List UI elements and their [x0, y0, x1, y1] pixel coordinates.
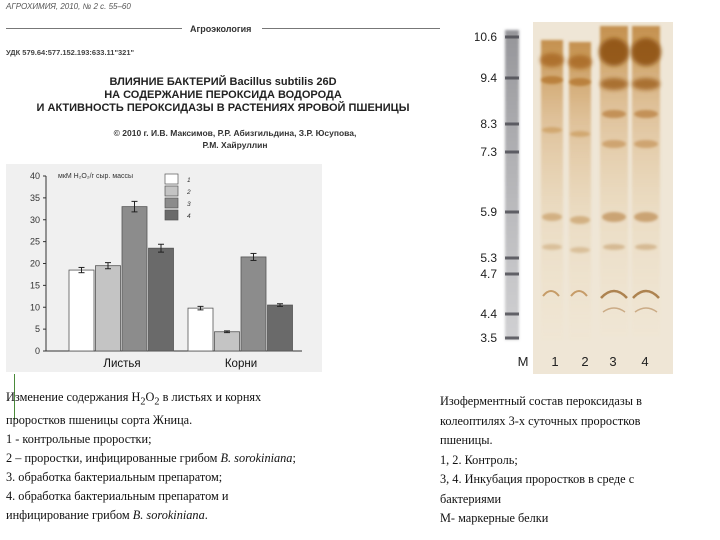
marker-band [505, 151, 519, 154]
band [602, 212, 626, 222]
legend-label-1: 1 [187, 177, 191, 184]
band [631, 38, 661, 66]
y-tick-label: 40 [29, 171, 40, 181]
band [542, 213, 562, 221]
header-rule-left [6, 28, 182, 29]
y-tick-label: 20 [29, 258, 40, 269]
gel-caption-line-2: колеоптилях 3-х суточных проростков [440, 413, 641, 428]
marker-band [505, 211, 519, 214]
band [569, 78, 591, 86]
chart-svg [6, 164, 322, 372]
band [602, 110, 626, 118]
caption-text: . [204, 508, 208, 523]
band [634, 140, 658, 148]
marker-label: 10.6 [475, 30, 497, 44]
marker-band [505, 337, 519, 340]
article-title [6, 76, 440, 115]
band [542, 244, 562, 250]
gel-caption [440, 392, 715, 529]
band [570, 131, 590, 137]
gel-svg [475, 22, 680, 374]
peroxidase-gel-image [475, 22, 680, 374]
caption-species: B. sorokiniana [132, 508, 205, 523]
lane-4-smear [632, 26, 660, 336]
bar-4-0 [149, 248, 174, 351]
band [541, 76, 563, 84]
y-axis-label: мкМ Н₂О₂/г сыр. массы [58, 173, 134, 180]
legend-label-2: 2 [187, 189, 191, 196]
caption-subscript: 2 [154, 396, 160, 408]
journal-reference: АГРОХИМИЯ, 2010, № 2 с. 55–60 [6, 2, 131, 11]
chart-caption [6, 388, 401, 525]
legend-swatch-4 [165, 210, 178, 220]
caption-line-5: 3. обработка бактериальным препаратом; [6, 470, 223, 485]
marker-band [505, 257, 519, 260]
legend-swatch-1 [165, 174, 178, 184]
lane-label: M [517, 354, 529, 369]
bar-3-1 [241, 257, 266, 351]
legend-label-4: 4 [187, 213, 191, 220]
marker-band [505, 313, 519, 316]
caption-text: в листьях и корнях [159, 390, 262, 404]
caption-line-3: 1 - контрольные проростки; [6, 432, 152, 447]
x-category-label: Листья [103, 358, 141, 370]
gel-caption-line-7: М- маркерные белки [440, 511, 549, 525]
bar-3-0 [122, 207, 147, 351]
band [634, 110, 658, 118]
marker-label: 5.3 [480, 251, 497, 265]
legend-swatch-2 [165, 186, 178, 196]
band [602, 140, 626, 148]
authors-line-2: Р.М. Хайруллин [202, 140, 268, 150]
y-tick-label: 0 [34, 346, 40, 356]
udk-code: УДК 579.64:577.152.193:633.11"321" [6, 48, 135, 57]
lane-label: 4 [641, 354, 649, 369]
y-tick-label: 15 [29, 280, 40, 291]
band [603, 244, 625, 250]
band [570, 216, 590, 224]
lane-label: 3 [609, 354, 617, 369]
caption-subscript: 2 [140, 396, 146, 408]
caption-text: ; [292, 451, 296, 466]
title-line-2: НА СОДЕРЖАНИЕ ПЕРОКСИДА ВОДОРОДА [104, 89, 342, 101]
gel-caption-line-3: пшеницы. [440, 433, 493, 447]
band [540, 53, 564, 67]
caption-line-2: проростков пшеницы сорта Жница. [6, 413, 193, 428]
gel-caption-line-1: Изоферментный состав пероксидазы в [440, 394, 642, 408]
marker-band [505, 273, 519, 276]
article-authors [70, 127, 400, 151]
band [634, 212, 658, 222]
band [542, 127, 562, 133]
y-tick-label: 35 [29, 192, 40, 203]
section-tag: Агроэкология [190, 24, 252, 34]
band [600, 78, 628, 90]
gel-caption-line-5: 3, 4. Инкубация проростков в среде с [440, 472, 635, 486]
marker-labels [475, 30, 497, 345]
marker-band [505, 36, 519, 39]
caption-line-6: 4. обработка бактериальным препаратом и [6, 489, 229, 504]
lane-label: 1 [551, 354, 559, 369]
caption-text: Изменение содержания Н [6, 390, 141, 404]
marker-band [505, 77, 519, 80]
marker-label: 5.9 [480, 205, 497, 219]
band [568, 55, 592, 69]
caption-text: инфицирование грибом [6, 508, 133, 523]
lane-label: 2 [581, 354, 589, 369]
bar-4-1 [268, 305, 293, 351]
y-tick-label: 25 [29, 236, 40, 247]
hydrogen-peroxide-chart [6, 164, 322, 372]
bar-2-0 [96, 266, 121, 351]
header-rule-right [262, 28, 440, 29]
bar-1-0 [69, 270, 94, 351]
title-line-3: И АКТИВНОСТЬ ПЕРОКСИДАЗЫ В РАСТЕНИЯХ ЯРОВОЙ ПШЕНИЦЫ [36, 102, 410, 114]
x-category-label: Корни [224, 358, 258, 370]
marker-band [505, 123, 519, 126]
caption-species: B. sorokiniana [220, 451, 293, 466]
band [632, 78, 660, 90]
band [599, 38, 629, 66]
band [570, 247, 590, 253]
caption-line-1 [6, 388, 401, 411]
title-line-1: ВЛИЯНИЕ БАКТЕРИЙ Bacillus subtilis 26D [109, 76, 337, 88]
marker-label: 9.4 [480, 71, 497, 85]
lane-3-smear [600, 26, 628, 336]
authors-line-1: © 2010 г. И.В. Максимов, Р.Р. Абизгильдина, З.Р. Юсупова, [113, 128, 357, 138]
caption-text: 2 – проростки, инфицированные грибом [6, 451, 221, 466]
y-tick-label: 5 [34, 324, 40, 335]
caption-text: О [145, 390, 155, 404]
caption-line-4 [6, 449, 401, 468]
y-tick-label: 30 [29, 214, 40, 225]
marker-label: 8.3 [480, 117, 497, 131]
y-tick-label: 10 [29, 302, 40, 313]
gel-caption-line-6: бактериями [440, 491, 502, 506]
marker-label: 7.3 [480, 145, 497, 159]
gel-caption-line-4: 1, 2. Контроль; [440, 452, 518, 467]
marker-label: 4.7 [480, 267, 497, 281]
marker-label: 4.4 [480, 307, 497, 321]
marker-label: 3.5 [480, 331, 497, 345]
bar-1-1 [188, 308, 213, 351]
legend-label-3: 3 [187, 201, 191, 208]
band [635, 244, 657, 250]
caption-line-7 [6, 506, 401, 525]
bar-2-1 [215, 332, 240, 351]
legend-swatch-3 [165, 198, 178, 208]
